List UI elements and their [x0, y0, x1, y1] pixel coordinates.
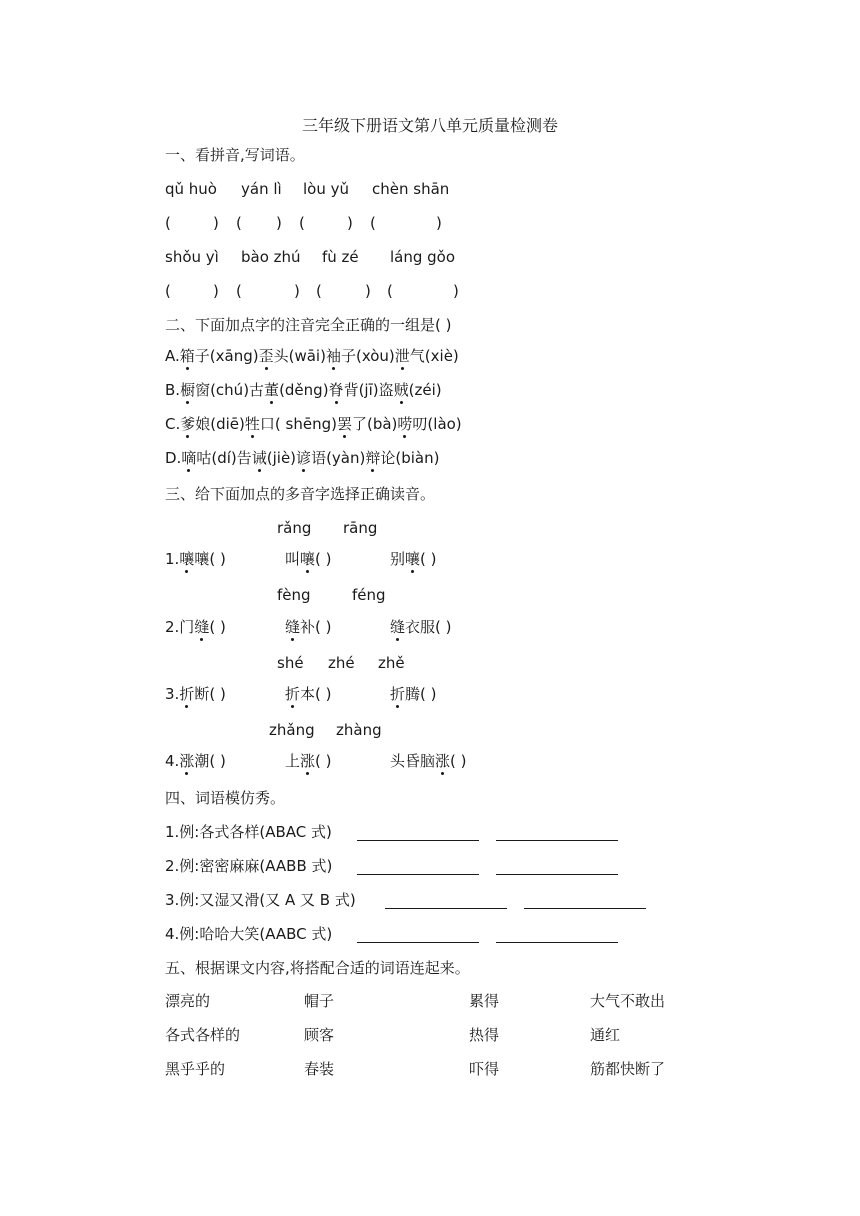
match-item[interactable]: 黑乎乎的	[165, 1060, 226, 1078]
word-item: 别嚷( )	[390, 550, 437, 568]
document-title: 三年级下册语文第八单元质量检测卷	[301, 116, 558, 135]
answer-blank[interactable]	[524, 908, 646, 909]
pinyin: chèn shān	[372, 180, 450, 198]
imitation-example: 1.例:各式各样(ABAC 式)	[165, 823, 332, 841]
reading-option: rǎng	[277, 519, 312, 537]
pinyin: lòu yǔ	[303, 180, 350, 198]
answer-paren-open: (	[236, 214, 242, 232]
word-item: 1.嚷嚷( )	[165, 550, 226, 568]
reading-option: zhàng	[336, 721, 382, 739]
match-item[interactable]: 大气不敢出	[590, 992, 666, 1010]
answer-blank[interactable]	[357, 874, 479, 875]
section2-heading: 二、下面加点字的注音完全正确的一组是( )	[165, 316, 452, 334]
answer-paren-open: (	[316, 282, 322, 300]
pinyin: qǔ huò	[165, 180, 217, 198]
section3-heading: 三、给下面加点的多音字选择正确读音。	[165, 485, 436, 503]
section4-heading: 四、词语模仿秀。	[165, 789, 286, 807]
reading-option: zhǎng	[269, 721, 315, 739]
option-d: D.嘀咕(dí)告诫(jiè)谚语(yàn)辩论(biàn)	[165, 449, 440, 467]
match-item[interactable]: 吓得	[469, 1060, 500, 1078]
pinyin: yán lì	[241, 180, 282, 198]
match-item[interactable]: 春装	[304, 1060, 335, 1078]
imitation-example: 2.例:密密麻麻(AABB 式)	[165, 857, 333, 875]
answer-paren-open: (	[299, 214, 305, 232]
answer-blank[interactable]	[496, 942, 618, 943]
match-item[interactable]: 各式各样的	[165, 1026, 241, 1044]
answer-paren-close: )	[294, 282, 300, 300]
word-item: 头昏脑涨( )	[390, 752, 467, 770]
answer-paren-close: )	[347, 214, 353, 232]
match-item[interactable]: 顾客	[304, 1026, 335, 1044]
answer-blank[interactable]	[385, 908, 507, 909]
answer-blank[interactable]	[496, 874, 618, 875]
answer-paren-open: (	[370, 214, 376, 232]
word-item: 叫嚷( )	[285, 550, 332, 568]
word-item: 折本( )	[285, 685, 332, 703]
match-item[interactable]: 筋都快断了	[590, 1060, 666, 1078]
match-item[interactable]: 累得	[469, 992, 500, 1010]
answer-paren-open: (	[387, 282, 393, 300]
answer-paren-close: )	[365, 282, 371, 300]
answer-paren-open: (	[165, 282, 171, 300]
word-item: 2.门缝( )	[165, 618, 226, 636]
word-item: 折腾( )	[390, 685, 437, 703]
match-item[interactable]: 热得	[469, 1026, 500, 1044]
imitation-example: 3.例:又湿又滑(又 A 又 B 式)	[165, 891, 356, 909]
pinyin: láng gǒo	[390, 248, 456, 266]
answer-paren-close: )	[453, 282, 459, 300]
answer-paren-open: (	[236, 282, 242, 300]
pinyin: fù zé	[322, 248, 359, 266]
option-c: C.爹娘(diē)牲口( shēng)罢了(bà)唠叨(lào)	[165, 415, 462, 433]
match-item[interactable]: 漂亮的	[165, 992, 211, 1010]
reading-option: fèng	[277, 586, 311, 604]
section1-heading: 一、看拼音,写词语。	[165, 146, 305, 164]
section5-heading: 五、根据课文内容,将搭配合适的词语连起来。	[165, 959, 470, 977]
answer-paren-close: )	[436, 214, 442, 232]
answer-blank[interactable]	[357, 840, 479, 841]
word-item: 4.涨潮( )	[165, 752, 226, 770]
reading-option: rāng	[343, 519, 378, 537]
reading-option: zhě	[378, 654, 405, 672]
word-item: 缝补( )	[285, 618, 332, 636]
reading-option: zhé	[328, 654, 355, 672]
reading-option: féng	[352, 586, 386, 604]
word-item: 缝衣服( )	[390, 618, 452, 636]
word-item: 上涨( )	[285, 752, 332, 770]
answer-paren-close: )	[276, 214, 282, 232]
answer-blank[interactable]	[496, 840, 618, 841]
match-item[interactable]: 通红	[590, 1026, 621, 1044]
option-a: A.箱子(xāng)歪头(wāi)袖子(xòu)泄气(xiè)	[165, 347, 459, 365]
answer-paren-open: (	[165, 214, 171, 232]
answer-paren-close: )	[213, 214, 219, 232]
option-b: B.橱窗(chú)古董(děng)脊背(jī)盗贼(zéi)	[165, 381, 442, 399]
match-item[interactable]: 帽子	[304, 992, 335, 1010]
pinyin: shǒu yì	[165, 248, 219, 266]
imitation-example: 4.例:哈哈大笑(AABC 式)	[165, 925, 333, 943]
answer-paren-close: )	[213, 282, 219, 300]
reading-option: shé	[277, 654, 304, 672]
word-item: 3.折断( )	[165, 685, 226, 703]
answer-blank[interactable]	[357, 942, 479, 943]
pinyin: bào zhú	[241, 248, 301, 266]
